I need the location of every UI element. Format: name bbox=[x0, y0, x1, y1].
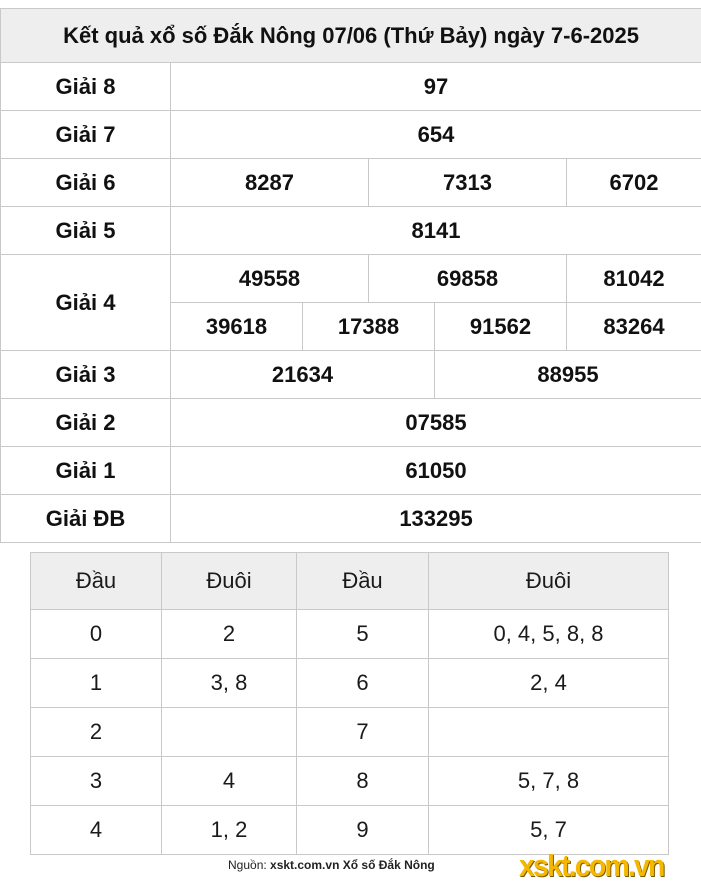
prize-label: Giải 2 bbox=[1, 399, 171, 447]
prize-row-6 bbox=[1, 159, 701, 207]
page-title: Kết quả xổ số Đắk Nông 07/06 (Thứ Bảy) ngày 7-6-2025 bbox=[1, 9, 701, 63]
loto-header-row bbox=[31, 553, 669, 610]
table-cell: 5, 7, 8 bbox=[429, 757, 669, 806]
prize-number: 83264 bbox=[567, 303, 701, 351]
prize-row-special bbox=[1, 495, 701, 543]
column-header: Đuôi bbox=[162, 553, 297, 610]
prize-number: 69858 bbox=[369, 255, 567, 303]
prize-label: Giải 8 bbox=[1, 63, 171, 111]
prize-row-7 bbox=[1, 111, 701, 159]
table-cell: 5, 7 bbox=[429, 806, 669, 855]
source-credit bbox=[228, 858, 435, 872]
prize-row-4a bbox=[1, 255, 701, 303]
table-cell: 3, 8 bbox=[162, 659, 297, 708]
prize-label: Giải 1 bbox=[1, 447, 171, 495]
prize-label: Giải 3 bbox=[1, 351, 171, 399]
table-cell: 1 bbox=[31, 659, 162, 708]
prize-row-5 bbox=[1, 207, 701, 255]
table-cell: 7 bbox=[297, 708, 429, 757]
jackpot-number: 133295 bbox=[171, 495, 701, 543]
prize-label: Giải 5 bbox=[1, 207, 171, 255]
prize-number: 61050 bbox=[171, 447, 701, 495]
prize-number: 07585 bbox=[171, 399, 701, 447]
table-row bbox=[31, 757, 669, 806]
table-cell: 2 bbox=[162, 610, 297, 659]
prize-number: 39618 bbox=[171, 303, 303, 351]
table-cell: 4 bbox=[31, 806, 162, 855]
loto-head-tail-table bbox=[30, 552, 669, 855]
table-cell: 0, 4, 5, 8, 8 bbox=[429, 610, 669, 659]
brand-logo[interactable]: xskt.com.vn bbox=[519, 848, 664, 881]
prize-label: Giải 7 bbox=[1, 111, 171, 159]
table-cell: 1, 2 bbox=[162, 806, 297, 855]
table-row bbox=[31, 659, 669, 708]
table-cell bbox=[429, 708, 669, 757]
prize-number: 21634 bbox=[171, 351, 435, 399]
prize-label: Giải ĐB bbox=[1, 495, 171, 543]
prize-number: 91562 bbox=[435, 303, 567, 351]
column-header: Đầu bbox=[297, 553, 429, 610]
source-prefix: Nguồn: bbox=[228, 858, 271, 872]
prize-row-2 bbox=[1, 399, 701, 447]
table-row bbox=[31, 610, 669, 659]
table-cell: 6 bbox=[297, 659, 429, 708]
prize-number: 97 bbox=[171, 63, 701, 111]
source-site-link[interactable]: xskt.com.vn bbox=[270, 858, 340, 872]
prize-number: 654 bbox=[171, 111, 701, 159]
prize-label: Giải 6 bbox=[1, 159, 171, 207]
prize-row-3 bbox=[1, 351, 701, 399]
table-cell: 8 bbox=[297, 757, 429, 806]
prize-number: 49558 bbox=[171, 255, 369, 303]
table-cell: 2 bbox=[31, 708, 162, 757]
prize-number: 6702 bbox=[567, 159, 701, 207]
table-cell bbox=[162, 708, 297, 757]
prize-label: Giải 4 bbox=[1, 255, 171, 351]
table-cell: 9 bbox=[297, 806, 429, 855]
footer bbox=[0, 848, 701, 881]
prize-number: 7313 bbox=[369, 159, 567, 207]
source-name: Xổ số Đắk Nông bbox=[342, 858, 435, 872]
prize-number: 17388 bbox=[303, 303, 435, 351]
prize-row-1 bbox=[1, 447, 701, 495]
prize-number: 8287 bbox=[171, 159, 369, 207]
table-row bbox=[31, 708, 669, 757]
prize-row-8 bbox=[1, 63, 701, 111]
table-cell: 4 bbox=[162, 757, 297, 806]
prize-number: 88955 bbox=[435, 351, 701, 399]
prize-number: 8141 bbox=[171, 207, 701, 255]
table-cell: 2, 4 bbox=[429, 659, 669, 708]
column-header: Đầu bbox=[31, 553, 162, 610]
prize-number: 81042 bbox=[567, 255, 701, 303]
lottery-results-table bbox=[0, 8, 701, 543]
table-cell: 0 bbox=[31, 610, 162, 659]
column-header: Đuôi bbox=[429, 553, 669, 610]
table-cell: 5 bbox=[297, 610, 429, 659]
table-cell: 3 bbox=[31, 757, 162, 806]
